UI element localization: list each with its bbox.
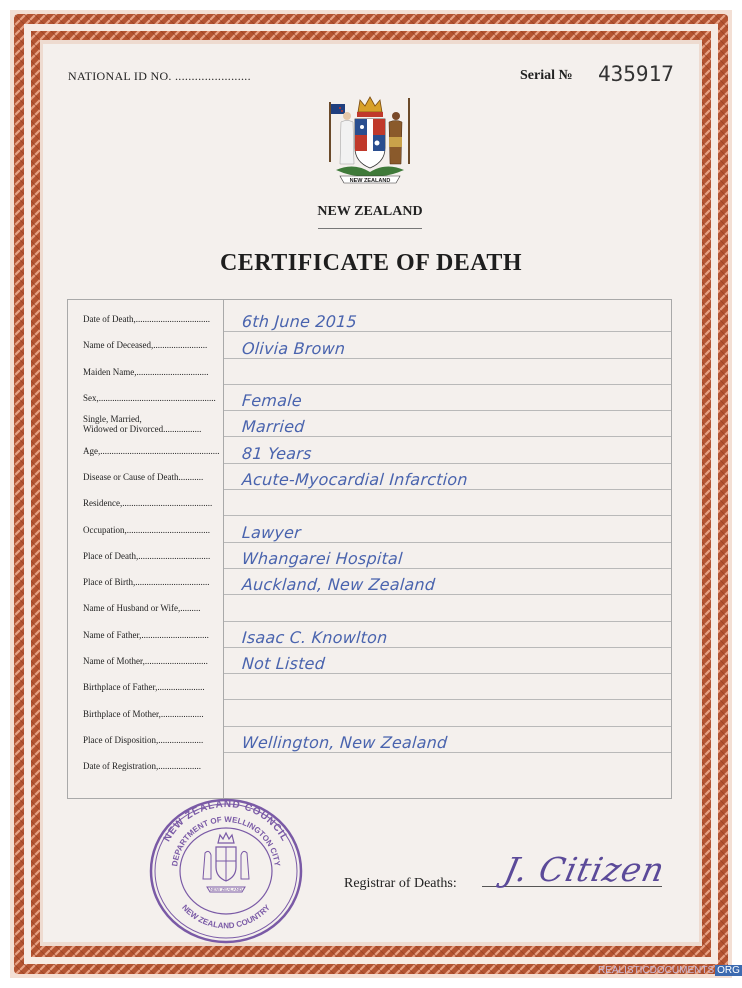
serial-number: 435917 (598, 62, 674, 86)
field-value: Female (241, 391, 303, 411)
field-row (68, 385, 671, 411)
field-label: Place of Birth,................................. (83, 577, 210, 588)
field-label: Name of Husband or Wife,......... (83, 603, 201, 614)
field-label: Disease or Cause of Death........... (83, 471, 204, 482)
certificate-title: CERTIFICATE OF DEATH (219, 250, 523, 276)
field-row (68, 306, 671, 332)
field-value: Whangarei Hospital (241, 548, 404, 568)
watermark-tld: ORG (717, 965, 740, 976)
field-row (68, 674, 671, 700)
field-label: Date of Registration,................... (83, 761, 201, 772)
field-label: Date of Death,................................. (83, 314, 210, 325)
registrar-label: Registrar of Deaths: (344, 876, 457, 891)
field-row (68, 569, 671, 595)
field-row (68, 595, 671, 621)
field-label: Sex,.................................................... (83, 393, 216, 404)
country-underline (318, 228, 422, 229)
field-row (68, 622, 671, 648)
seal-inner-text: DEPARTMENT OF WELLINGTON CITY (170, 814, 282, 867)
field-row (68, 438, 671, 464)
field-label: Maiden Name,................................ (83, 366, 209, 377)
seal-bottom-text: NEW ZEALAND COUNTRY (180, 902, 272, 931)
field-row (68, 753, 671, 779)
seal-banner-text: NEW ZEALAND (209, 887, 243, 892)
field-value: Isaac C. Knowlton (241, 627, 389, 647)
field-value: 6th June 2015 (241, 312, 358, 332)
watermark-text: REALISTICDOCUMENTS (598, 965, 715, 976)
field-row (68, 359, 671, 385)
new-zealand-coat-of-arms-icon (314, 92, 426, 196)
field-value: Olivia Brown (241, 338, 346, 358)
field-label: Name of Father,.............................. (83, 629, 209, 640)
council-seal-stamp (147, 795, 305, 947)
seal-outer-text: NEW ZEALAND COUNCIL (161, 798, 291, 844)
serial-label: Serial № (520, 68, 573, 83)
field-row (68, 543, 671, 569)
field-row (68, 648, 671, 674)
field-label: Place of Death,................................ (83, 550, 211, 561)
field-value: Acute-Myocardial Infarction (241, 470, 469, 490)
field-label: Place of Disposition,.................... (83, 734, 204, 745)
field-row (68, 411, 671, 437)
field-row (68, 464, 671, 490)
field-label: Occupation,..................................... (83, 524, 210, 535)
certificate-fields-table (67, 299, 672, 799)
field-label: Residence,........................................ (83, 498, 213, 509)
field-label: Age,..................................................... (83, 445, 220, 456)
field-label: Birthplace of Mother,................... (83, 708, 204, 719)
field-row (68, 701, 671, 727)
registrar-signature: J. Citizen (500, 850, 669, 889)
field-value: Auckland, New Zealand (241, 575, 436, 595)
field-value: Married (241, 417, 306, 437)
country-heading: NEW ZEALAND (317, 204, 423, 219)
field-value: 81 Years (241, 443, 313, 463)
national-id-label: NATIONAL ID NO. ....................... (68, 69, 251, 83)
field-label: Birthplace of Father,..................... (83, 682, 205, 693)
field-label: Single, Married, Widowed or Divorced................. (83, 414, 202, 435)
field-row (68, 490, 671, 516)
svg-text:NEW ZEALAND COUNTRY (180, 903, 272, 931)
emblem-banner-text: NEW ZEALAND (349, 178, 391, 184)
field-value: Wellington, New Zealand (241, 733, 449, 753)
field-label: Name of Deceased,........................ (83, 340, 208, 351)
field-value: Not Listed (241, 654, 326, 674)
field-value: Lawyer (241, 522, 302, 542)
watermark (598, 965, 742, 976)
field-row (68, 727, 671, 753)
field-row (68, 332, 671, 358)
field-label: Name of Mother,............................ (83, 656, 208, 667)
field-row (68, 516, 671, 542)
